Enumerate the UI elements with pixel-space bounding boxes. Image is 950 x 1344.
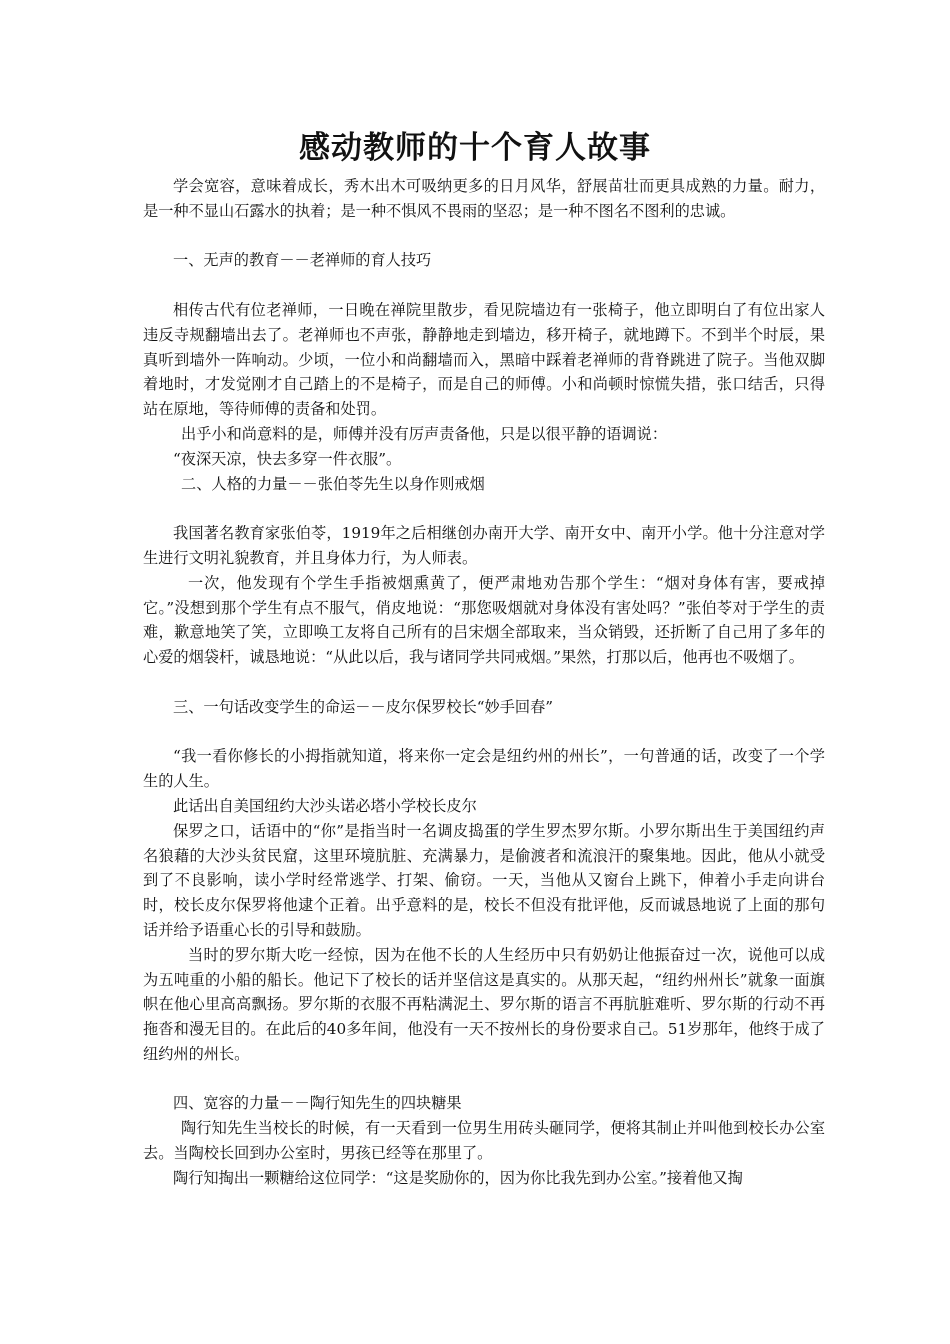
section-3-paragraph: 当时的罗尔斯大吃一经惊，因为在他不长的人生经历中只有奶奶让他振奋过一次，说他可以成为五吨重的小船的船长。他记下了校长的话并坚信这是真实的。从那天起，“纽约州州长”就象一面旗帜在他心里高高飘扬。罗尔斯的衣服不再粘满泥土、罗尔斯的语言不再肮脏难听、罗尔斯的行动不再拖沓和漫无目的。在此后的40多年间，他没有一天不按州长的身份要求自己。51岁那年，他终于成了纽约州的州长。 <box>143 945 825 1063</box>
document-body <box>143 174 825 1191</box>
section-2-heading: 二、人格的力量－－张伯苓先生以身作则戒烟 <box>181 474 485 493</box>
section-1-heading: 一、无声的教育－－老禅师的育人技巧 <box>173 251 432 270</box>
intro-paragraph: 学会宽容，意味着成长，秀木出木可吸纳更多的日月风华，舒展苗壮而更具成熟的力量。耐力，是一种不显山石露水的执着；是一种不惧风不畏雨的坚忍；是一种不图名不图利的忠诚。 <box>143 177 825 220</box>
section-2-paragraph: 我国著名教育家张伯苓，1919年之后相继创办南开大学、南开女中、南开小学。他十分注意对学生进行文明礼貌教育，并且身体力行，为人师表。 <box>143 524 825 567</box>
spacer <box>143 720 825 745</box>
section-1-paragraph: 出乎小和尚意料的是，师傅并没有厉声责备他，只是以很平静的语调说： <box>181 424 667 443</box>
section-3-paragraph: 此话出自美国纽约大沙头诺必塔小学校长皮尔 <box>173 796 477 815</box>
document-title: 感动教师的十个育人故事 <box>299 130 651 166</box>
section-3-heading: 三、一句话改变学生的命运－－皮尔保罗校长“妙手回春” <box>173 697 554 716</box>
spacer <box>143 670 825 695</box>
section-4-paragraph: 陶行知掏出一颗糖给这位同学：“这是奖励你的，因为你比我先到办公室。”接着他又掏 <box>173 1168 743 1187</box>
spacer <box>143 1067 825 1092</box>
section-4-paragraph: 陶行知先生当校长的时候，有一天看到一位男生用砖头砸同学，便将其制止并叫他到校长办公室去。当陶校长回到办公室时，男孩已经等在那里了。 <box>143 1119 825 1163</box>
spacer <box>143 273 825 298</box>
section-1-quote: “夜深天凉，快去多穿一件衣服”。 <box>173 449 402 468</box>
section-2-paragraph: 一次，他发现有个学生手指被烟熏黄了，便严肃地劝告那个学生：“烟对身体有害，要戒掉它。”没想到那个学生有点不服气，俏皮地说：“那您吸烟就对身体没有害处吗？”张伯苓对于学生的责难，歉意地笑了笑，立即唤工友将自己所有的吕宋烟全部取来，当众销毁，还折断了自己用了多年的心爱的烟袋杆，诚恳地说：“从此以后，我与诸同学共同戒烟。”果然，打那以后，他再也不吸烟了。 <box>143 573 825 667</box>
section-3-paragraph: “我一看你修长的小拇指就知道，将来你一定会是纽约州的州长”，一句普通的话，改变了一个学生的人生。 <box>143 747 825 791</box>
spacer <box>143 496 825 521</box>
section-4-heading: 四、宽容的力量－－陶行知先生的四块糖果 <box>173 1094 462 1113</box>
section-3-paragraph: 保罗之口，话语中的“你”是指当时一名调皮捣蛋的学生罗杰罗尔斯。小罗尔斯出生于美国纽约声名狼藉的大沙头贫民窟，这里环境肮脏、充满暴力，是偷渡者和流浪汗的聚集地。因此，他从小就受到了不良影响，读小学时经常逃学、打架、偷窃。一天，当他从又窗台上跳下，伸着小手走向讲台时，校长皮尔保罗将他逮个正着。出乎意料的是，校长不但没有批评他，反而诚恳地说了上面的那句话并给予语重心长的引导和鼓励。 <box>143 821 825 939</box>
section-1-paragraph: 相传古代有位老禅师，一日晚在禅院里散步，看见院墙边有一张椅子，他立即明白了有位出家人违反寺规翻墙出去了。老禅师也不声张，静静地走到墙边，移开椅子，就地蹲下。不到半个时辰，果真听到墙外一阵响动。少顷，一位小和尚翻墙而入，黑暗中踩着老禅师的背脊跳进了院子。当他双脚着地时，才发觉刚才自己踏上的不是椅子，而是自己的师傅。小和尚顿时惊慌失措，张口结舌，只得站在原地，等待师傅的责备和处罚。 <box>143 300 825 419</box>
spacer <box>143 224 825 249</box>
